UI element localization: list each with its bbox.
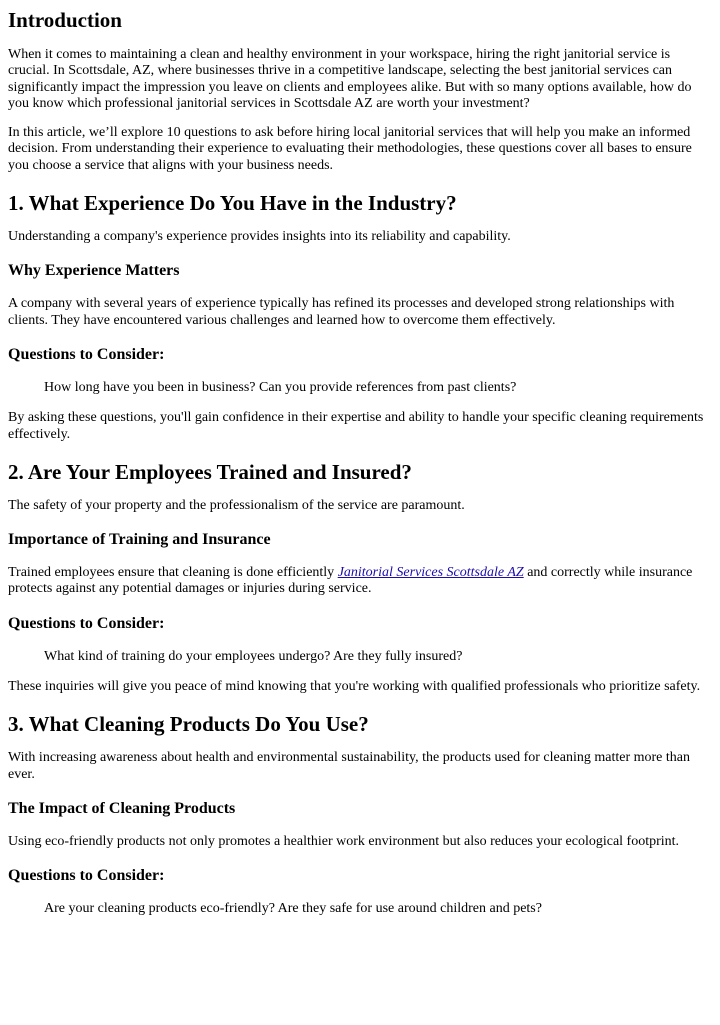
section-2-subheading: Importance of Training and Insurance xyxy=(8,531,271,549)
intro-paragraph-2: In this article, we’ll explore 10 questions to ask before hiring local janitorial services that will help you make an informed decision. From understanding their experience to evaluating their methodologies, these questions cover all bases to ensure you choose a service that aligns with your business needs. xyxy=(8,125,692,173)
section-3-heading: 3. What Cleaning Products Do You Use? xyxy=(8,712,369,737)
section-1-body: A company with several years of experience typically has refined its processes and developed strong relationships with clients. They have encountered various challenges and learned how to overcome them effectively. xyxy=(8,296,675,328)
section-2-body-start: Trained employees ensure that cleaning is done efficiently xyxy=(8,565,338,581)
section-2-lead: The safety of your property and the professionalism of the service are paramount. xyxy=(8,497,465,513)
article xyxy=(0,8,720,918)
section-2-questions: What kind of training do your employees undergo? Are they fully insured? xyxy=(44,648,463,664)
section-1-questions: How long have you been in business? Can you provide references from past clients? xyxy=(44,379,517,395)
section-2-closing: These inquiries will give you peace of mind knowing that you're working with qualified professionals who prioritize safety. xyxy=(8,679,701,695)
section-3-body: Using eco-friendly products not only promotes a healthier work environment but also reduces your ecological footprint. xyxy=(8,833,680,849)
intro-paragraph-1: When it comes to maintaining a clean and healthy environment in your workspace, hiring the right janitorial service is crucial. In Scottsdale, AZ, where businesses thrive in a competitive landscape, selecting the best janitorial services can significantly impact the impression you leave on clients and employees alike. But with so many options available, how do you know which professional janitorial services in Scottsdale AZ are worth your investment? xyxy=(8,47,692,111)
intro-heading: Introduction xyxy=(8,8,122,32)
section-1-heading: 1. What Experience Do You Have in the Industry? xyxy=(8,191,457,216)
janitorial-services-link[interactable]: Janitorial Services Scottsdale AZ xyxy=(337,565,524,581)
section-2-heading: 2. Are Your Employees Trained and Insured? xyxy=(8,459,412,484)
section-3-lead: With increasing awareness about health and environmental sustainability, the products used for cleaning matter more than ever. xyxy=(8,750,690,782)
section-3-subheading: The Impact of Cleaning Products xyxy=(8,799,236,817)
section-2-questions-heading: Questions to Consider: xyxy=(8,614,165,632)
section-1-subheading: Why Experience Matters xyxy=(8,262,180,280)
section-3-questions: Are your cleaning products eco-friendly? Are they safe for use around children and pets? xyxy=(44,901,542,917)
section-2-body-end: and correctly while insurance protects against any potential damages or injuries during service. xyxy=(8,565,693,597)
section-1-closing: By asking these questions, you'll gain confidence in their expertise and ability to handle your specific cleaning requirements effectively. xyxy=(8,410,704,442)
section-1-questions-heading: Questions to Consider: xyxy=(8,345,165,363)
section-3-questions-heading: Questions to Consider: xyxy=(8,867,165,885)
section-2-body xyxy=(8,565,712,598)
section-1-lead: Understanding a company's experience provides insights into its reliability and capability. xyxy=(8,229,511,245)
